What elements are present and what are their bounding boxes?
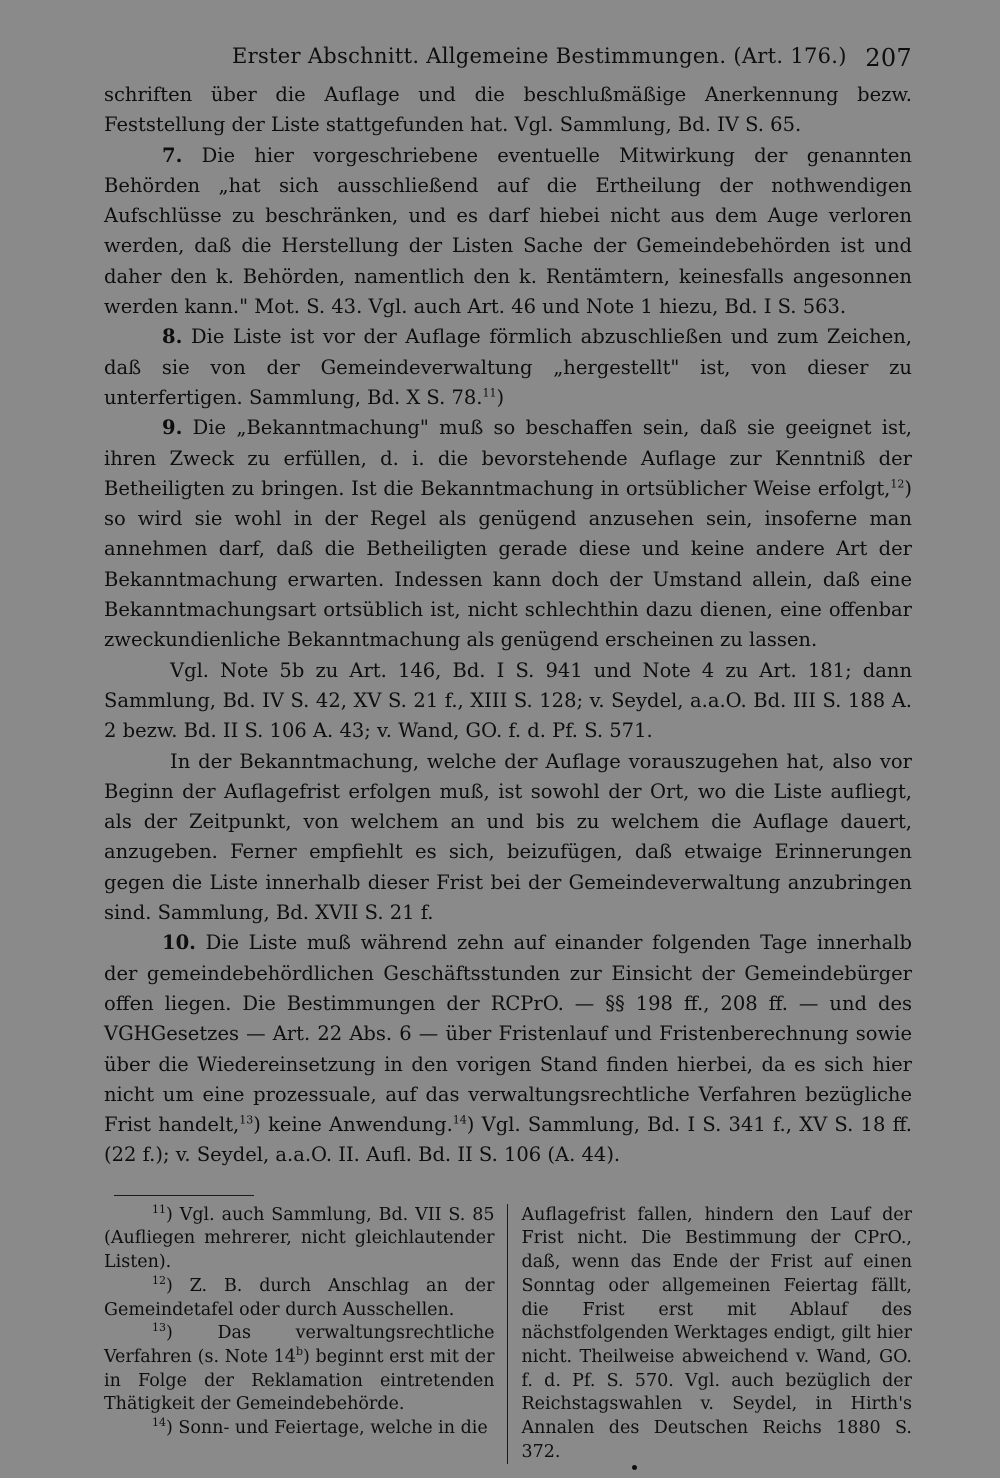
paragraph-text: Vgl. Note 5b zu Art. 146, Bd. I S. 941 und Note 4 zu Art. 181; dann Sammlung, Bd. IV S. 42, XV S. 21 f., XIII S. 128; v. Seydel, a.a.O. Bd. III S. 188 A. 2 bezw. Bd. II S. 106 A. 43; v. Wand, GO. f. d. Pf. S. 571. [104,658,912,743]
paragraph-text: In der Bekanntmachung, welche der Auflage vorauszugehen hat, also vor Beginn der Auflagefrist erfolgen muß, ist sowohl der Ort, wo die Liste aufliegt, als der Zeitpunkt, von welchem an und bis zu welchem die Auflage dauert, anzugeben. Ferner empfiehlt es sich, beizufügen, daß etwaige Erinnerungen gegen die Liste innerhalb dieser Frist bei der Gemeindeverwaltung anzubringen sind. Sammlung, Bd. XVII S. 21 f. [104,749,912,925]
paragraph-number: 7. [162,143,183,167]
footnote-text: Auflagefrist fallen, hindern den Lauf der Frist nicht. Die Bestimmung der CPrO., daß, wenn das Ende der Frist auf einen Sonntag oder allgemeinen Feiertag fällt, die Frist erst mit Ablauf des nächstfolgenden Werktages endigt, gilt hier nicht. Theilweise abweichend v. Wand, GO. f. d. Pf. S. 570. Vgl. auch bezüglich der Reichstagswahlen v. Seydel, in Hirth's Annalen des Deutschen Reichs 1880 S. 372. [521,1204,912,1462]
running-title: Erster Abschnitt. Allgemeine Bestimmungen. (Art. 176.) [232,44,847,68]
printer-mark [632,1465,637,1470]
footnote-text-tail: ) beginnt erst mit der in Folge der Reklamation eintretenden Thätigkeit der Gemeindebehörde. [104,1346,495,1415]
footnote-mark: 11 [152,1202,166,1216]
footnote-ref: 14 [452,1113,467,1127]
footnote-13 [104,1322,495,1417]
footnote-sup-b: b [295,1345,303,1359]
footnote-mark: 12 [152,1273,166,1287]
footnote-mark: 14 [152,1416,166,1430]
paragraph-continued [104,80,912,141]
paragraph-text: Die hier vorgeschriebene eventuelle Mitwirkung der genannten Behörden „hat sich ausschließend auf die Ertheilung der nothwendigen Aufschlüsse zu beschränken, und es darf hiebei nicht aus dem Auge verloren werden, daß die Herstellung der Listen Sache der Gemeindebehörden ist und daher den k. Behörden, namentlich den k. Rentämtern, keinesfalls angesonnen werden kann." Mot. S. 43. Vgl. auch Art. 46 und Note 1 hiezu, Bd. I S. 563. [104,143,912,319]
paragraph-9 [104,413,912,655]
footnote-ref: 13 [239,1113,254,1127]
page-header [104,40,912,80]
paragraph-number: 9. [162,416,183,440]
footnotes [104,1204,912,1465]
footnote-mark: 13 [152,1321,166,1335]
paragraph-text-tail: ) Vgl. Sammlung, Bd. I S. 341 f., XV S. 18 ff. (22 f.); v. Seydel, a.a.O. II. Aufl. Bd. II S. 106 (A. 44). [104,1113,912,1167]
footnote-14 [104,1417,495,1441]
footnote-text: ) Sonn- und Feiertage, welche in die [166,1418,488,1439]
paragraph-text-tail: ) [496,385,505,409]
paragraph-9-continued [104,747,912,929]
paragraph-8 [104,322,912,413]
paragraph-text-mid: ) keine Anwendung. [253,1113,453,1137]
paragraph-9-references [104,656,912,747]
footnote-ref: 12 [890,477,905,491]
paragraph-text-tail: ) so wird sie wohl in der Regel als genügend anzusehen sein, insoferne man annehmen darf, daß die Betheiligten gerade diese und keine andere Art der Bekanntmachung erwarten. Indessen kann doch der Umstand allein, daß eine Bekanntmachungsart ortsüblich ist, nicht schlechthin dazu dienen, eine offenbar zweckundienliche Bekanntmachung als genügend erscheinen zu lassen. [104,476,912,652]
footnote-ref: 11 [482,386,497,400]
footnote-text: ) Z. B. durch Anschlag an der Gemeindetafel oder durch Ausschellen. [104,1275,495,1320]
paragraph-text: Die Liste muß während zehn auf einander folgenden Tage innerhalb der gemeindebehördlichen Geschäftsstunden zur Einsicht der Gemeindebürger offen liegen. Die Bestimmungen der RCPrO. — §§ 198 ff., 208 ff. — und des VGHGesetzes — Art. 22 Abs. 6 — über Fristenlauf und Fristenberechnung sowie über die Wiedereinsetzung in den vorigen Stand finden hierbei, da es sich hier nicht um eine prozessuale, auf das verwaltungsrechtliche Verfahren bezügliche Frist handelt, [104,931,913,1137]
footnote-text: ) Vgl. auch Sammlung, Bd. VII S. 85 (Aufliegen mehrerer, nicht gleichlautender Listen). [104,1204,495,1273]
paragraph-number: 10. [162,931,196,955]
main-text [104,80,912,1171]
paragraph-text: Die Liste ist vor der Auflage förmlich abzuschließen und zum Zeichen, daß sie von der Gemeindeverwaltung „hergestellt" ist, von dieser zu unterfertigen. Sammlung, Bd. X S. 78. [104,325,913,409]
footnote-text: ) Das verwaltungsrechtliche Verfahren (s. Note 14 [104,1323,495,1367]
footnote-divider [114,1195,254,1196]
paragraph-7 [104,141,912,323]
book-page [104,40,912,1460]
footnotes-right-column [508,1204,913,1465]
footnotes-left-column [104,1204,508,1465]
page-number: 207 [865,44,912,72]
paragraph-number: 8. [162,325,183,349]
paragraph-10 [104,928,912,1170]
footnote-11 [104,1204,495,1275]
paragraph-text: Die „Bekanntmachung" muß so beschaffen sein, daß sie geeignet ist, ihren Zweck zu erfüllen, d. i. die bevorstehende Auflage zur Kenntniß der Betheiligten zu bringen. Ist die Bekanntmachung in ortsüblicher Weise erfolgt, [104,416,912,500]
footnote-12 [104,1275,495,1322]
paragraph-text: schriften über die Auflage und die beschlußmäßige Anerkennung bezw. Feststellung der Liste stattgefunden hat. Vgl. Sammlung, Bd. IV S. 65. [104,83,912,137]
footnote-14-continued [522,1204,913,1465]
